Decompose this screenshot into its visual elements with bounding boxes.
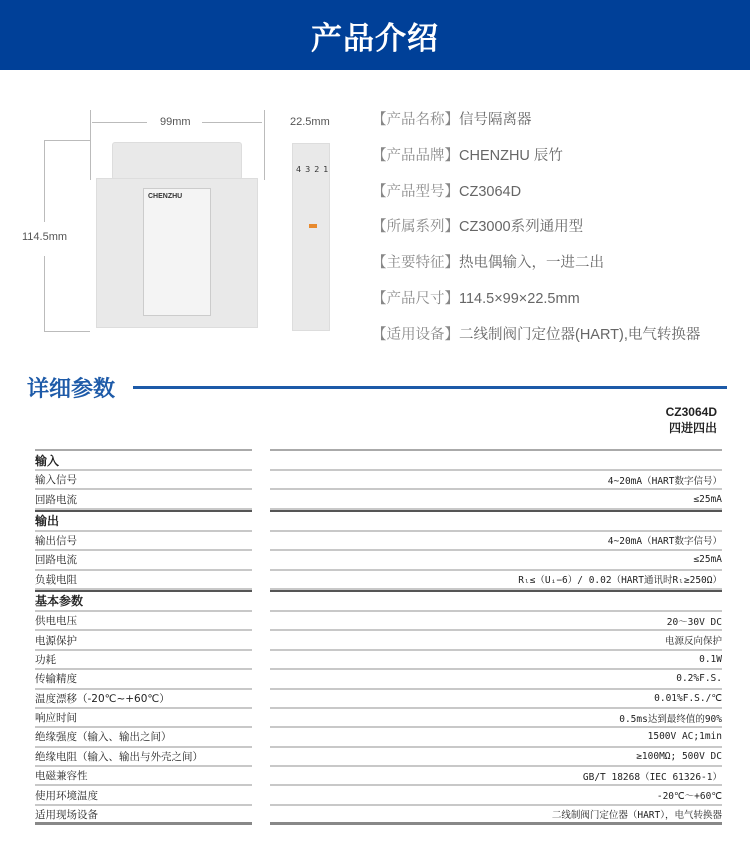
info-value: CZ3000系列通用型 <box>459 219 584 236</box>
info-key: 【产品品牌】 <box>372 147 459 164</box>
status-led <box>309 224 317 228</box>
table-row <box>35 631 722 650</box>
table-row <box>35 612 722 631</box>
row-label: 回路电流 <box>35 551 252 570</box>
row-label: 传输精度 <box>35 670 252 689</box>
row-value: 电源反向保护 <box>270 631 722 650</box>
row-label: 输入信号 <box>35 471 252 490</box>
row-value: 0.1W <box>270 651 722 670</box>
row-value: -20℃～+60℃ <box>270 786 722 805</box>
row-label: 适用现场设备 <box>35 806 252 825</box>
row-value: 0.5ms达到最终值的90% <box>270 709 722 728</box>
row-value: 1500V AC;1min <box>270 728 722 747</box>
table-row <box>35 806 722 825</box>
info-value: 二线制阀门定位器(HART),电气转换器 <box>459 326 701 343</box>
row-value: 4~20mA（HART数字信号） <box>270 471 722 490</box>
header-title: 产品介绍 <box>311 20 439 57</box>
table-group-row <box>35 449 722 471</box>
table-row <box>35 532 722 551</box>
product-info-list <box>372 108 700 359</box>
table-row <box>35 748 722 767</box>
row-value: 4~20mA（HART数字信号） <box>270 532 722 551</box>
terminal-1: 1 <box>323 165 329 174</box>
info-value: CHENZHU 辰竹 <box>459 147 563 164</box>
info-row <box>372 323 700 359</box>
row-value: ≤25mA <box>270 490 722 509</box>
table-row <box>35 670 722 689</box>
info-value: 信号隔离器 <box>459 112 532 128</box>
row-label: 输出 <box>35 510 252 532</box>
section-divider <box>133 386 727 389</box>
depth-dimension: 22.5mm <box>290 116 330 128</box>
row-value <box>270 449 722 471</box>
row-label: 供电电压 <box>35 612 252 631</box>
table-row <box>35 571 722 590</box>
info-value: CZ3064D <box>459 183 522 200</box>
row-label: 绝缘强度（输入、输出之间） <box>35 728 252 747</box>
info-row <box>372 180 700 216</box>
table-group-row <box>35 590 722 612</box>
terminal-4: 4 <box>296 165 302 174</box>
info-key: 【产品名称】 <box>372 112 459 128</box>
row-value: ≤25mA <box>270 551 722 570</box>
brand-logo: CHENZHU <box>148 193 183 200</box>
row-label: 功耗 <box>35 651 252 670</box>
model-name: CZ3064D <box>665 405 717 419</box>
row-label: 温度漂移（-20℃~+60℃） <box>35 690 252 709</box>
row-value: 20～30V DC <box>270 612 722 631</box>
row-label: 回路电流 <box>35 490 252 509</box>
row-value <box>270 510 722 532</box>
info-row <box>372 144 700 180</box>
table-row <box>35 651 722 670</box>
row-label: 电磁兼容性 <box>35 767 252 786</box>
width-dimension: 99mm <box>160 116 191 128</box>
model-header <box>666 404 717 436</box>
row-label: 基本参数 <box>35 590 252 612</box>
info-key: 【产品型号】 <box>372 183 459 200</box>
info-row <box>372 287 700 323</box>
table-row <box>35 490 722 509</box>
table-row <box>35 709 722 728</box>
device-label <box>143 188 211 316</box>
row-label: 输入 <box>35 449 252 471</box>
row-label: 输出信号 <box>35 532 252 551</box>
table-row <box>35 551 722 570</box>
row-value: GB/T 18268（IEC 61326-1） <box>270 767 722 786</box>
row-value: 二线制阀门定位器（HART），电气转换器 <box>270 806 722 825</box>
table-row <box>35 728 722 747</box>
info-row <box>372 251 700 287</box>
row-label: 电源保护 <box>35 631 252 650</box>
section-title: 详细参数 <box>27 377 116 402</box>
terminal-2: 2 <box>314 165 320 174</box>
table-row <box>35 767 722 786</box>
terminal-numbers <box>296 165 328 174</box>
row-label: 响应时间 <box>35 709 252 728</box>
row-label: 负载电阻 <box>35 571 252 590</box>
row-label: 绝缘电阻（输入、输出与外壳之间） <box>35 748 252 767</box>
info-key: 【产品尺寸】 <box>372 290 459 307</box>
row-value: Rₗ≤（Uᵢ−6）/ 0.02（HART通讯时Rₗ≥250Ω） <box>270 571 722 590</box>
info-value: 114.5×99×22.5mm <box>459 290 580 307</box>
row-value: ≥100MΩ; 500V DC <box>270 748 722 767</box>
info-key: 【主要特征】 <box>372 255 459 272</box>
terminal-3: 3 <box>305 165 311 174</box>
table-row <box>35 690 722 709</box>
height-dimension: 114.5mm <box>22 231 68 243</box>
row-value: 0.2%F.S. <box>270 670 722 689</box>
info-row <box>372 215 700 251</box>
table-row <box>35 471 722 490</box>
spec-table <box>35 449 722 825</box>
info-key: 【适用设备】 <box>372 326 459 343</box>
page-header <box>0 0 750 70</box>
model-desc: 四进四出 <box>668 421 717 435</box>
info-row <box>372 108 700 144</box>
row-label: 使用环境温度 <box>35 786 252 805</box>
table-group-row <box>35 510 722 532</box>
info-key: 【所属系列】 <box>372 219 459 236</box>
row-value <box>270 590 722 612</box>
info-value: 热电偶输入，一进二出 <box>459 255 604 272</box>
table-row <box>35 786 722 805</box>
row-value: 0.01%F.S./℃ <box>270 690 722 709</box>
